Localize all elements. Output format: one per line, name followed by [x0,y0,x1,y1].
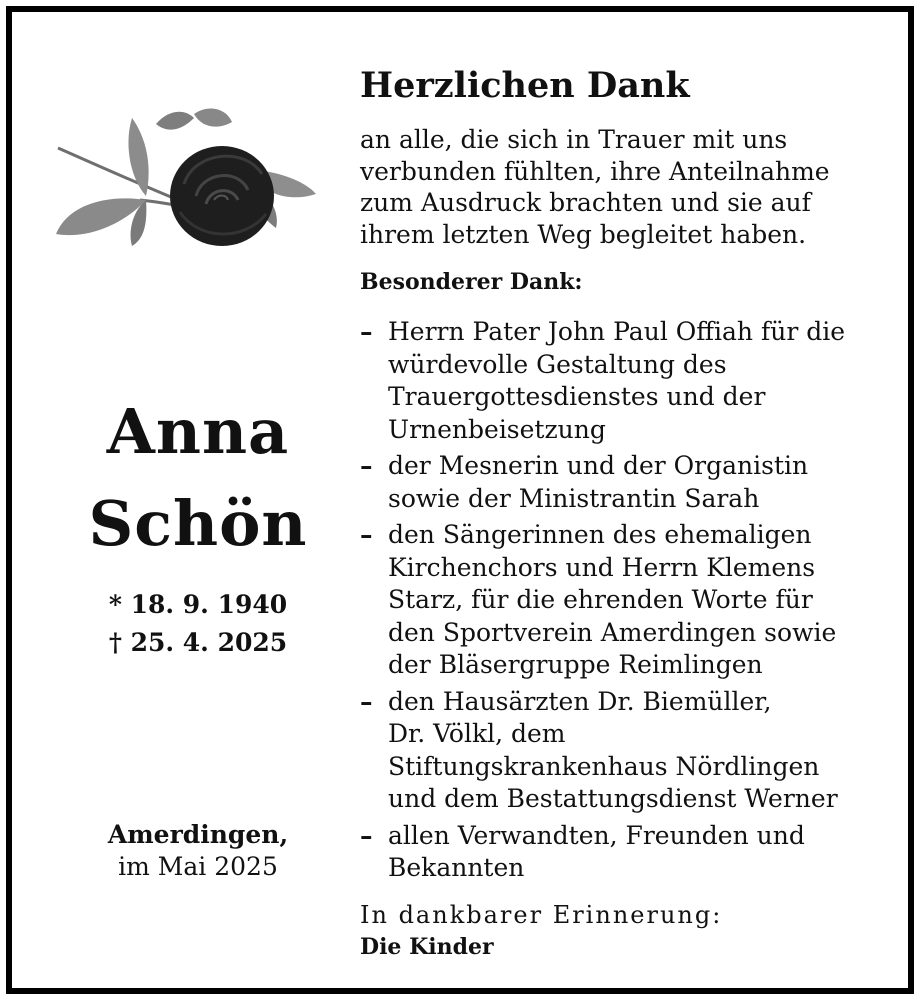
list-item-line: und dem Bestattungsdienst Werner [388,784,838,813]
page-title: Herzlichen Dank [360,65,690,106]
list-item-line: Urnenbeisetzung [388,414,606,444]
dash-bullet: – [360,820,373,850]
left-column [12,12,362,988]
list-item-line: Bekannten [388,853,525,882]
list-item-line: den Hausärzten Dr. Biemüller, [388,686,772,716]
list-item [360,316,890,446]
dash-bullet: – [360,520,373,549]
dash-bullet: – [360,451,373,480]
intro-line: ihrem letzten Weg begleitet haben. [360,219,807,249]
birth-date: * 18. 9. 1940 [108,590,288,619]
list-item [360,820,890,885]
intro-text [360,124,830,250]
location-date: im Mai 2025 [118,852,278,881]
intro-line: zum Ausdruck brachten und sie auf [360,188,811,217]
signature: Die Kinder [360,934,494,960]
intro-line: verbunden fühlten, ihre Anteilnahme [360,156,830,186]
list-item-line: Starz, für die ehrenden Worte für [388,585,813,614]
list-item-line: Herrn Pater John Paul Offiah für die [388,317,846,346]
list-item-line: allen Verwandten, Freunden und [388,820,805,850]
deceased-last-name: Schön [88,487,308,560]
list-item-line: den Sportverein Amerdingen sowie [388,617,837,647]
list-item-line: Dr. Völkl, dem [388,719,566,748]
list-item [360,686,890,816]
special-thanks-list [360,316,890,889]
list-item-line: Kirchenchors und Herrn Klemens [388,552,816,582]
list-item-line: sowie der Ministrantin Sarah [388,483,760,513]
list-item-line: der Bläsergruppe Reimlingen [388,650,763,679]
list-item-line: würdevolle Gestaltung des [388,349,727,379]
list-item-line: Trauergottesdienstes und der [388,382,766,411]
deceased-first-name: Anna [106,395,290,468]
list-item-line: der Mesnerin und der Organistin [388,451,809,480]
list-item [360,519,890,682]
obituary-card [6,6,914,994]
intro-line: an alle, die sich in Trauer mit uns [360,125,788,154]
list-item-line: Stiftungskrankenhaus Nördlingen [388,751,820,781]
death-date: † 25. 4. 2025 [108,628,288,657]
special-thanks-heading: Besonderer Dank: [360,269,583,295]
location-place: Amerdingen, [107,820,289,849]
rose-image [48,100,316,252]
dash-bullet: – [360,686,373,716]
closing-text: In dankbarer Erinnerung: [360,901,723,929]
list-item-line: den Sängerinnen des ehemaligen [388,520,812,549]
list-item [360,450,890,515]
dash-bullet: – [360,317,373,346]
